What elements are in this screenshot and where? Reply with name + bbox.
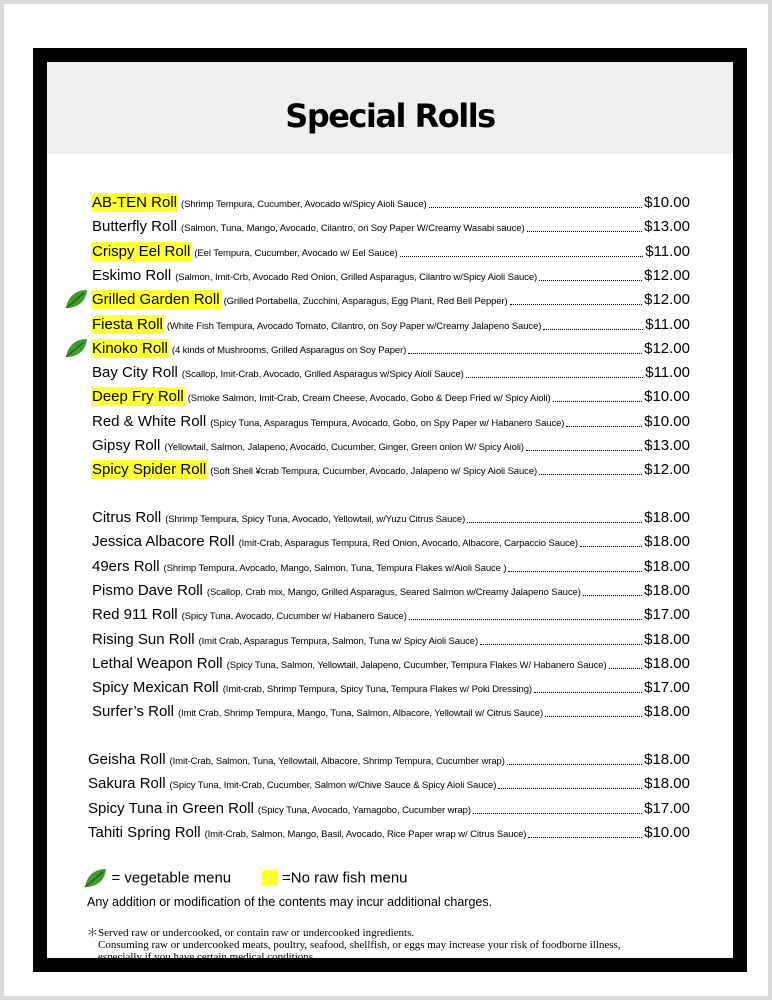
roll-price: $18.00 bbox=[644, 581, 690, 599]
roll-price: $18.00 bbox=[644, 509, 690, 526]
roll-name: Surfer’s Roll bbox=[92, 703, 174, 721]
menu-item-row bbox=[87, 796, 690, 818]
menu-item-row bbox=[91, 214, 690, 236]
dot-leader bbox=[429, 206, 643, 208]
roll-ingredients: (Shrimp Tempura, Cucumber, Avocado w/Spicy Aioli Sauce) bbox=[181, 199, 427, 210]
roll-name: AB-TEN Roll bbox=[92, 194, 178, 211]
roll-ingredients: (Scallop, Crab mix, Mango, Grilled Asparagus, Seared Salmon w/Creamy Jalapeno Sauce) bbox=[206, 586, 581, 598]
modification-note: Any addition or modification of the contents may incur additional charges. bbox=[87, 895, 493, 909]
roll-ingredients: (Shrimp Tempura, Spicy Tuna, Avocado, Yellowtail, w/Yuzu Citrus Sauce) bbox=[165, 514, 466, 525]
menu-item-row bbox=[91, 627, 690, 649]
menu-item-row bbox=[91, 287, 690, 309]
yellow-swatch-icon bbox=[262, 870, 278, 886]
leaf-icon bbox=[64, 288, 88, 310]
roll-name: Lethal Weapon Roll bbox=[92, 654, 223, 672]
roll-name: Grilled Garden Roll bbox=[92, 291, 220, 309]
roll-ingredients: (Spicy Tuna, Salmon, Yellowtail, Jalapeno, Cucumber, Tempura Flakes W/ Habanero Sauce) bbox=[226, 659, 607, 671]
roll-name: Eskimo Roll bbox=[92, 266, 172, 284]
dot-leader bbox=[508, 570, 642, 572]
menu-frame bbox=[33, 48, 747, 972]
menu-item-row bbox=[87, 820, 690, 842]
menu-item-row bbox=[91, 190, 690, 212]
roll-ingredients: (Imit-crab, Shrimp Tempura, Spicy Tuna, Tempura Flakes w/ Poki Dressing) bbox=[222, 684, 532, 696]
roll-name: Pismo Dave Roll bbox=[92, 581, 203, 599]
dot-leader bbox=[528, 836, 642, 838]
menu-item-row bbox=[91, 699, 690, 721]
roll-price: $18.00 bbox=[644, 654, 690, 672]
menu-item-row bbox=[87, 771, 690, 793]
roll-price: $10.00 bbox=[644, 412, 690, 430]
roll-price: $18.00 bbox=[644, 630, 690, 648]
dot-leader bbox=[539, 473, 642, 475]
roll-name: Spicy Mexican Roll bbox=[92, 679, 219, 697]
menu-item-row bbox=[91, 384, 690, 406]
menu-page bbox=[4, 4, 768, 996]
menu-item-row bbox=[91, 312, 690, 334]
roll-ingredients: (4 kinds of Mushrooms, Grilled Asparagus on Soy Paper) bbox=[171, 344, 407, 356]
roll-name: Deep Fry Roll bbox=[92, 388, 184, 406]
roll-ingredients: (Salmon, Tuna, Mango, Avocado, Cilantro, on Soy Paper W/Creamy Wasabi sauce) bbox=[181, 223, 525, 235]
roll-name: Crispy Eel Roll bbox=[92, 242, 191, 260]
menu-item-row bbox=[91, 457, 690, 479]
roll-name: Bay City Roll bbox=[92, 364, 178, 382]
roll-ingredients: (Imit-Crab, Salmon, Tuna, Yellowtail, Albacore, Shrimp Tempura, Cucumber wrap) bbox=[169, 756, 505, 767]
roll-ingredients: (Spicy Tuna, Avocado, Cucumber w/ Habanero Sauce) bbox=[181, 611, 407, 623]
menu-item-row bbox=[91, 409, 690, 431]
roll-price: $17.00 bbox=[644, 606, 690, 624]
menu-item-row bbox=[91, 602, 690, 624]
roll-ingredients: (Spicy Tuna, Imit-Crab, Cucumber, Salmon w/Chive Sauce & Spicy Aioli Sauce) bbox=[169, 780, 497, 792]
roll-ingredients: (Eel Tempura, Cucumber, Avocado w/ Eel Sauce) bbox=[194, 247, 398, 259]
roll-price: $12.00 bbox=[644, 291, 690, 309]
dot-leader bbox=[553, 400, 643, 402]
roll-price: $10.00 bbox=[644, 194, 690, 211]
dot-leader bbox=[480, 643, 642, 645]
roll-name: Citrus Roll bbox=[92, 509, 162, 526]
menu-item-row bbox=[91, 239, 690, 261]
roll-ingredients: (Yellowtail, Salmon, Jalapeno, Avocado, Cucumber, Ginger, Green onion W/ Spicy Aioli) bbox=[164, 442, 524, 453]
roll-ingredients: (Imit-Crab, Asparagus Tempura, Red Onion, Avocado, Albacore, Carpaccio Sauce) bbox=[238, 538, 578, 550]
roll-ingredients: (Scallop, Imit-Crab, Avocado, Grilled Asparagus w/Spicy Aioli Sauce) bbox=[181, 369, 464, 381]
menu-item-row bbox=[91, 554, 690, 576]
roll-price: $18.00 bbox=[644, 557, 690, 575]
roll-name: Jessica Albacore Roll bbox=[92, 533, 235, 551]
dot-leader bbox=[545, 715, 642, 717]
roll-price: $18.00 bbox=[644, 751, 690, 768]
roll-name: Kinoko Roll bbox=[92, 339, 168, 357]
dot-leader bbox=[507, 763, 642, 765]
roll-ingredients: (Spicy Tuna, Avocado, Yamagobo, Cucumber wrap) bbox=[257, 804, 471, 816]
roll-price: $10.00 bbox=[644, 388, 690, 406]
roll-ingredients: (Spicy Tuna, Asparagus Tempura, Avocado, Gobo, on Spy Paper w/ Habanero Sauce) bbox=[210, 417, 565, 429]
leaf-icon bbox=[64, 337, 88, 359]
menu-item-row bbox=[91, 263, 690, 285]
dot-leader bbox=[609, 667, 643, 669]
roll-name: Fiesta Roll bbox=[92, 315, 163, 333]
menu-item-row bbox=[91, 675, 690, 697]
menu-item-row bbox=[91, 360, 690, 382]
roll-ingredients: (Smoke Salmon, Imit-Crab, Cream Cheese, Avocado, Gobo & Deep Fried w/ Spicy Aioli) bbox=[187, 393, 551, 405]
dot-leader bbox=[583, 594, 642, 596]
roll-price: $12.00 bbox=[644, 339, 690, 357]
disclaimer-line-2: Consuming raw or undercooked meats, poultry, seafood, shellfish, or eggs may increase your risk of foodborne illness, bbox=[98, 939, 621, 951]
roll-name: Tahiti Spring Roll bbox=[88, 823, 201, 841]
disclaimer-line-1: ＊Served raw or undercooked, or contain raw or undercooked ingredients. bbox=[87, 927, 415, 939]
roll-ingredients: (Imit-Crab, Salmon, Mango, Basil, Avocado, Rice Paper wrap w/ Citrus Sauce) bbox=[204, 828, 527, 840]
menu-panel bbox=[47, 62, 733, 963]
roll-name: Butterfly Roll bbox=[92, 218, 178, 236]
roll-price: $10.00 bbox=[644, 823, 690, 841]
roll-price: $11.00 bbox=[645, 242, 690, 260]
menu-item-row bbox=[91, 651, 690, 673]
roll-price: $18.00 bbox=[644, 775, 690, 793]
roll-price: $17.00 bbox=[644, 679, 690, 697]
menu-item-row bbox=[91, 336, 690, 358]
roll-price: $17.00 bbox=[644, 799, 690, 817]
dot-leader bbox=[566, 425, 642, 427]
roll-price: $13.00 bbox=[644, 437, 690, 454]
roll-ingredients: (Imit Crab, Shrimp Tempura, Mango, Tuna, Salmon, Albacore, Yellowtail w/ Citrus Sauce) bbox=[177, 708, 544, 720]
dot-leader bbox=[539, 279, 642, 281]
health-disclaimer bbox=[87, 927, 717, 963]
dot-leader bbox=[527, 230, 643, 232]
roll-price: $13.00 bbox=[644, 218, 690, 236]
dot-leader bbox=[580, 545, 642, 547]
roll-price: $12.00 bbox=[644, 461, 690, 479]
leaf-icon bbox=[83, 867, 107, 889]
dot-leader bbox=[534, 691, 642, 693]
roll-price: $18.00 bbox=[644, 703, 690, 721]
roll-list bbox=[47, 62, 733, 958]
roll-name: Rising Sun Roll bbox=[92, 630, 195, 648]
roll-ingredients: (Salmon, Imit-Crb, Avocado Red Onion, Grilled Asparagus, Cilantro w/Spicy Aioli Sauce) bbox=[175, 271, 538, 283]
roll-name: Geisha Roll bbox=[88, 751, 166, 768]
legend-no-raw-label: =No raw fish menu bbox=[282, 869, 408, 887]
legend-vegetable-label: = vegetable menu bbox=[111, 869, 232, 887]
roll-name: Spicy Tuna in Green Roll bbox=[88, 799, 254, 817]
roll-name: Gipsy Roll bbox=[92, 437, 161, 454]
menu-item-row bbox=[91, 433, 690, 455]
roll-name: Red 911 Roll bbox=[92, 606, 178, 624]
dot-leader bbox=[526, 449, 642, 451]
dot-leader bbox=[467, 521, 642, 523]
dot-leader bbox=[543, 328, 643, 330]
roll-name: Red & White Roll bbox=[92, 412, 207, 430]
roll-ingredients: (Shrimp Tempura, Avocado, Mango, Salmon, Tuna, Tempura Flakes w/Aioli Sauce ) bbox=[163, 562, 507, 574]
roll-ingredients: (White Fish Tempura, Avocado Tomato, Cilantro, on Soy Paper w/Creamy Jalapeno Sauce) bbox=[166, 320, 542, 332]
roll-name: 49ers Roll bbox=[92, 557, 160, 575]
dot-leader bbox=[408, 352, 642, 354]
roll-ingredients: (Imit Crab, Asparagus Tempura, Salmon, Tuna w/ Spicy Aioli Sauce) bbox=[198, 635, 479, 647]
dot-leader bbox=[400, 255, 644, 257]
roll-price: $12.00 bbox=[644, 266, 690, 284]
disclaimer-line-3: especially if you have certain medical conditions. bbox=[98, 951, 316, 963]
legend bbox=[83, 867, 583, 893]
dot-leader bbox=[498, 787, 642, 789]
roll-ingredients: (Soft Shell ¥crab Tempura, Cucumber, Avocado, Jalapeno w/ Spicy Aioli Sauce) bbox=[210, 466, 538, 478]
roll-name: Spicy Spider Roll bbox=[92, 461, 207, 479]
roll-ingredients: (Grilled Portabella, Zucchini, Asparagus, Egg Plant, Red Bell Pepper) bbox=[223, 296, 508, 308]
roll-name: Sakura Roll bbox=[88, 775, 166, 793]
menu-item-row bbox=[87, 747, 690, 769]
menu-item-row bbox=[91, 578, 690, 600]
dot-leader bbox=[510, 303, 642, 305]
page-title: Special Rolls bbox=[285, 97, 495, 135]
roll-price: $11.00 bbox=[645, 364, 690, 382]
dot-leader bbox=[466, 376, 644, 378]
roll-price: $11.00 bbox=[645, 315, 690, 333]
dot-leader bbox=[473, 812, 642, 814]
roll-price: $18.00 bbox=[644, 533, 690, 551]
menu-item-row bbox=[91, 505, 690, 527]
menu-item-row bbox=[91, 529, 690, 551]
dot-leader bbox=[409, 618, 642, 620]
